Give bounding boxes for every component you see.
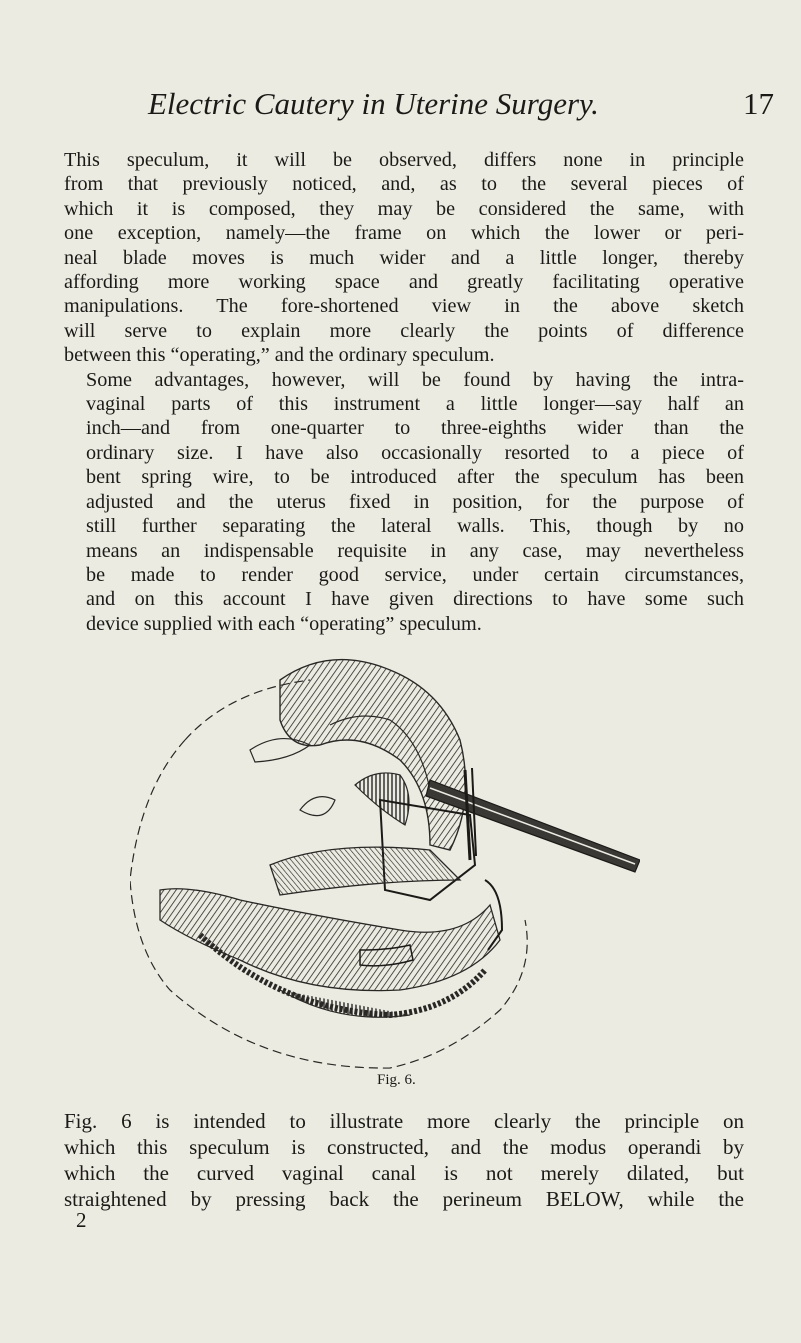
page-number: 17: [743, 86, 774, 121]
text-line: one exception, namely—the frame on which the lower or peri-: [64, 222, 744, 245]
body-text: [64, 148, 744, 636]
signature-mark: 2: [76, 1208, 87, 1232]
text-line: straightened by pressing back the perineum BELOW, while the: [64, 1187, 744, 1211]
text-line: which it is composed, they may be considered the same, with: [64, 197, 744, 220]
text-line: inch—and from one-quarter to three-eighths wider than the: [86, 417, 744, 440]
text-line: affording more working space and greatly facilitating operative: [64, 271, 744, 294]
text-line: This speculum, it will be observed, differs none in principle: [64, 149, 744, 171]
text-line: be made to render good service, under certain circumstances,: [86, 563, 744, 586]
text-line: which the curved vaginal canal is not merely dilated, but: [64, 1161, 744, 1185]
text-line: manipulations. The fore-shortened view in the above sketch: [64, 295, 744, 318]
text-line: will serve to explain more clearly the points of difference: [64, 319, 744, 342]
text-line: vaginal parts of this instrument a little longer—say half an: [86, 393, 744, 416]
paragraph-1: [64, 148, 744, 368]
text-line: adjusted and the uterus fixed in position, for the purpose of: [86, 490, 744, 513]
paragraph-3: [64, 1108, 744, 1212]
text-line: device supplied with each “operating” speculum.: [86, 612, 482, 635]
text-line: ordinary size. I have also occasionally resorted to a piece of: [86, 441, 744, 464]
speculum-illustration: [130, 650, 640, 1070]
text-line: between this “operating,” and the ordinary speculum.: [64, 344, 495, 367]
text-line: Fig. 6 is intended to illustrate more clearly the principle on: [64, 1109, 744, 1133]
text-line: and on this account I have given directions to have some such: [86, 588, 744, 611]
text-line: still further separating the lateral walls. This, though by no: [86, 515, 744, 538]
running-head-title: Electric Cautery in Uterine Surgery.: [148, 86, 599, 121]
text-line: from that previously noticed, and, as to the several pieces of: [64, 173, 744, 196]
paragraph-2: [64, 368, 744, 636]
running-head: [148, 86, 774, 126]
text-line: which this speculum is constructed, and the modus operandi by: [64, 1135, 744, 1159]
text-line: Some advantages, however, will be found by having the intra-: [86, 368, 744, 391]
text-line: bent spring wire, to be introduced after the speculum has been: [86, 466, 744, 489]
text-line: means an indispensable requisite in any case, may nevertheless: [86, 539, 744, 562]
text-line: neal blade moves is much wider and a little longer, thereby: [64, 246, 744, 269]
figure-caption: Fig. 6.: [377, 1072, 416, 1088]
